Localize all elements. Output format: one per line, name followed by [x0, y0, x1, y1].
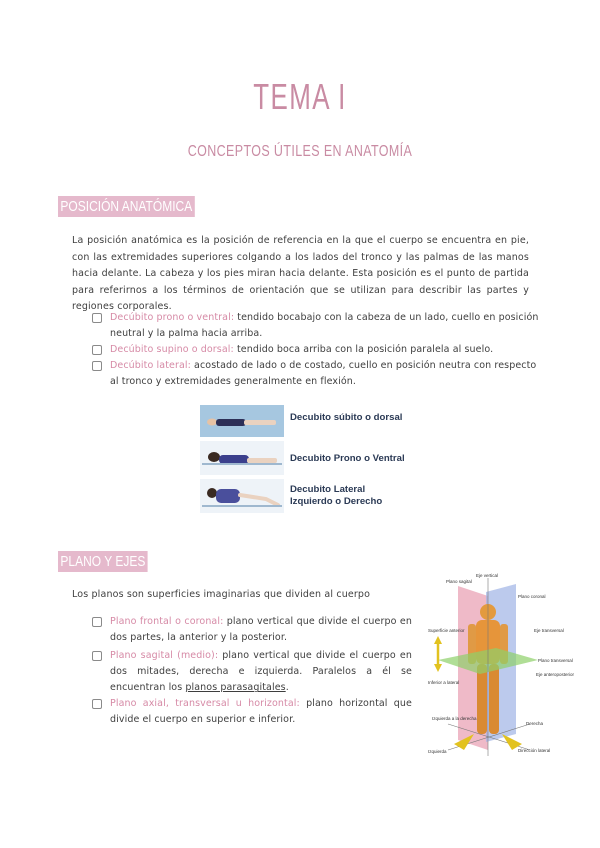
prone-body-icon: [200, 441, 284, 475]
list-item-plano-axial: [92, 696, 412, 728]
checkbox-icon[interactable]: [92, 617, 102, 627]
figure-label-eje-transversal: Eje transversal: [534, 628, 564, 633]
checkbox-icon[interactable]: [92, 651, 102, 661]
figure-label-prono: Decubito Prono o Ventral: [290, 453, 405, 464]
figure-label-dir-lateral: Dirección lateral: [518, 748, 551, 753]
figure-row-prono: [200, 441, 438, 475]
term-label: Plano axial, transversal u horizontal:: [110, 698, 300, 709]
term-label: Plano frontal o coronal:: [110, 616, 224, 627]
item-text-end: .: [285, 682, 289, 694]
planes-figure: [418, 573, 575, 762]
item-text: plano vertical que divide el cuerpo en dos partes, la anterior y la posterior.: [110, 616, 412, 644]
paragraph-posicion-anatomica: La posición anatómica es la posición de referencia en la que el cuerpo se encuentra en pie, con las extremidades superiores colgando a los lados del tronco y las palmas de las manos hacia delante. La cabeza y los pies miran hacia delante. Esta posición es el punto de partida para referirnos a los términos de orientación que se utilizan para describir las partes y regiones corporales.: [72, 235, 529, 313]
body-planes-diagram-icon: [418, 573, 575, 762]
figure-label-lateral: [290, 484, 382, 508]
supine-body-icon: [200, 405, 284, 437]
figure-label-sagital: Plano sagital: [446, 579, 472, 584]
figure-label-izq-der: Izquierda a la derecha: [432, 716, 477, 721]
positions-figure: [200, 405, 438, 513]
list-item-lateral: [92, 358, 542, 390]
figure-label-transversal: Plano transversal: [538, 658, 573, 663]
figure-row-dorsal: [200, 405, 438, 437]
term-label: Decúbito supino o dorsal:: [110, 344, 234, 355]
section-heading-plano-ejes: PLANO Y EJES: [58, 551, 148, 572]
checkbox-icon[interactable]: [92, 699, 102, 709]
figure-label-coronal: Plano coronal: [518, 594, 546, 599]
list-item-plano-frontal: [92, 614, 412, 646]
term-label: Decúbito lateral:: [110, 360, 191, 371]
checkbox-icon[interactable]: [92, 345, 102, 355]
term-label: Plano sagital (medio):: [110, 650, 219, 661]
paragraph-planos-intro: Los planos son superficies imaginarias que dividen al cuerpo: [72, 589, 371, 600]
term-label: Decúbito prono o ventral:: [110, 312, 235, 323]
checkbox-icon[interactable]: [92, 313, 102, 323]
list-item-prono: [92, 310, 542, 342]
figure-label-izquierda: Izquierda: [428, 749, 447, 754]
figure-label-sup-anterior: Superficie anterior: [428, 628, 465, 633]
figure-row-lateral: [200, 479, 438, 513]
figure-label-inferior: Inferior a lateral: [428, 680, 460, 685]
item-text: plano horizontal que divide el cuerpo en superior e inferior.: [110, 698, 413, 726]
list-item-supino: [92, 342, 542, 358]
list-item-plano-sagital: [92, 648, 412, 697]
section-heading-posicion-anatomica: POSICIÓN ANATÓMICA: [58, 196, 195, 217]
item-text: tendido boca arriba con la posición paralela al suelo.: [233, 344, 494, 355]
figure-label-lateral-line2: Izquierdo o Derecho: [290, 496, 383, 507]
figure-label-lateral-line1: Decubito Lateral: [290, 484, 366, 495]
page-subtitle: CONCEPTOS ÚTILES EN ANATOMÍA: [187, 143, 413, 160]
figure-label-eje-ap: Eje anteroposterior: [536, 672, 575, 677]
lateral-body-icon: [200, 479, 284, 513]
item-text: plano vertical que divide el cuerpo en dos mitades, derecha e izquierda. Paralelos a él se encuentran los: [110, 650, 412, 694]
figure-label-derecha: Derecha: [526, 721, 544, 726]
figure-label-dorsal: Decubito súbito o dorsal: [290, 412, 403, 423]
figure-label-eje-vertical: Eje vertical: [476, 573, 499, 578]
item-text: tendido bocabajo con la cabeza de un lado, cuello en posición neutral y la palma hacia arriba.: [110, 312, 539, 340]
page-title: TEMA I: [253, 76, 347, 117]
parasagital-term: planos parasagitales: [185, 682, 286, 694]
checkbox-icon[interactable]: [92, 361, 102, 371]
item-text: acostado de lado o de costado, cuello en posición neutra con respecto al tronco y extremidades generalmente en flexión.: [110, 360, 537, 388]
